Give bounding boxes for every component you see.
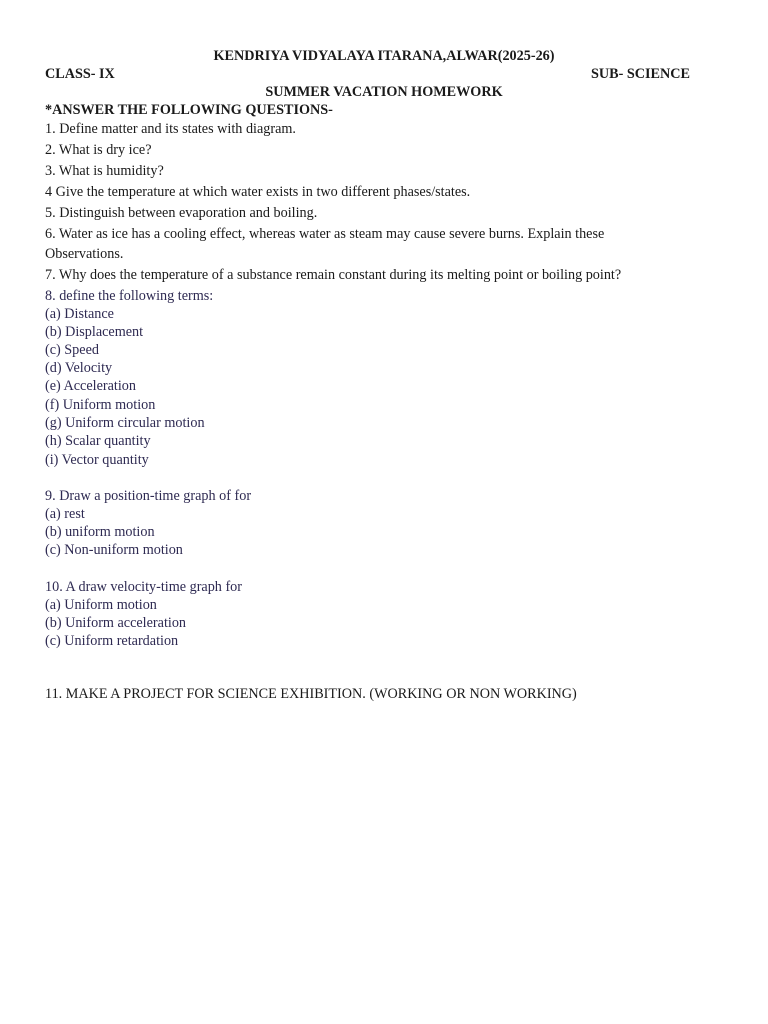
subject-label: SUB- SCIENCE — [591, 66, 690, 82]
question-8-item: (b) Displacement — [45, 324, 144, 340]
question-8-stem: 8. define the following terms: — [45, 288, 214, 304]
question-3: 3. What is humidity? — [45, 163, 164, 179]
question-8-item: (c) Speed — [45, 342, 99, 358]
school-name: KENDRIYA VIDYALAYA ITARANA,ALWAR(2025-26) — [213, 48, 555, 64]
question-10-stem: 10. A draw velocity-time graph for — [45, 579, 242, 595]
document-title: SUMMER VACATION HOMEWORK — [265, 84, 503, 100]
question-8-item: (i) Vector quantity — [45, 452, 149, 468]
question-6-line-1: 6. Water as ice has a cooling effect, whereas water as steam may cause severe burns. Explain these — [45, 226, 605, 242]
question-7: 7. Why does the temperature of a substance remain constant during its melting point or boiling point? — [45, 267, 622, 283]
question-9-stem: 9. Draw a position-time graph of for — [45, 488, 252, 504]
question-9-item: (c) Non-uniform motion — [45, 542, 183, 558]
question-2: 2. What is dry ice? — [45, 142, 152, 158]
question-1: 1. Define matter and its states with diagram. — [45, 121, 296, 137]
question-8-item: (g) Uniform circular motion — [45, 415, 205, 431]
question-10-item: (b) Uniform acceleration — [45, 615, 187, 631]
question-8-item: (d) Velocity — [45, 360, 113, 376]
instruction: *ANSWER THE FOLLOWING QUESTIONS- — [45, 102, 333, 118]
question-10-item: (a) Uniform motion — [45, 597, 157, 613]
question-5: 5. Distinguish between evaporation and boiling. — [45, 205, 318, 221]
question-8-item: (f) Uniform motion — [45, 397, 156, 413]
question-10-item: (c) Uniform retardation — [45, 633, 179, 649]
question-8-item: (h) Scalar quantity — [45, 433, 151, 449]
class-label: CLASS- IX — [45, 66, 115, 82]
question-4: 4 Give the temperature at which water exists in two different phases/states. — [45, 184, 471, 200]
question-9-item: (b) uniform motion — [45, 524, 155, 540]
question-8-item: (a) Distance — [45, 306, 114, 322]
question-8-item: (e) Acceleration — [45, 378, 136, 394]
question-6-line-2: Observations. — [45, 246, 124, 262]
question-9-item: (a) rest — [45, 506, 85, 522]
question-11: 11. MAKE A PROJECT FOR SCIENCE EXHIBITION. (WORKING OR NON WORKING) — [45, 686, 577, 702]
